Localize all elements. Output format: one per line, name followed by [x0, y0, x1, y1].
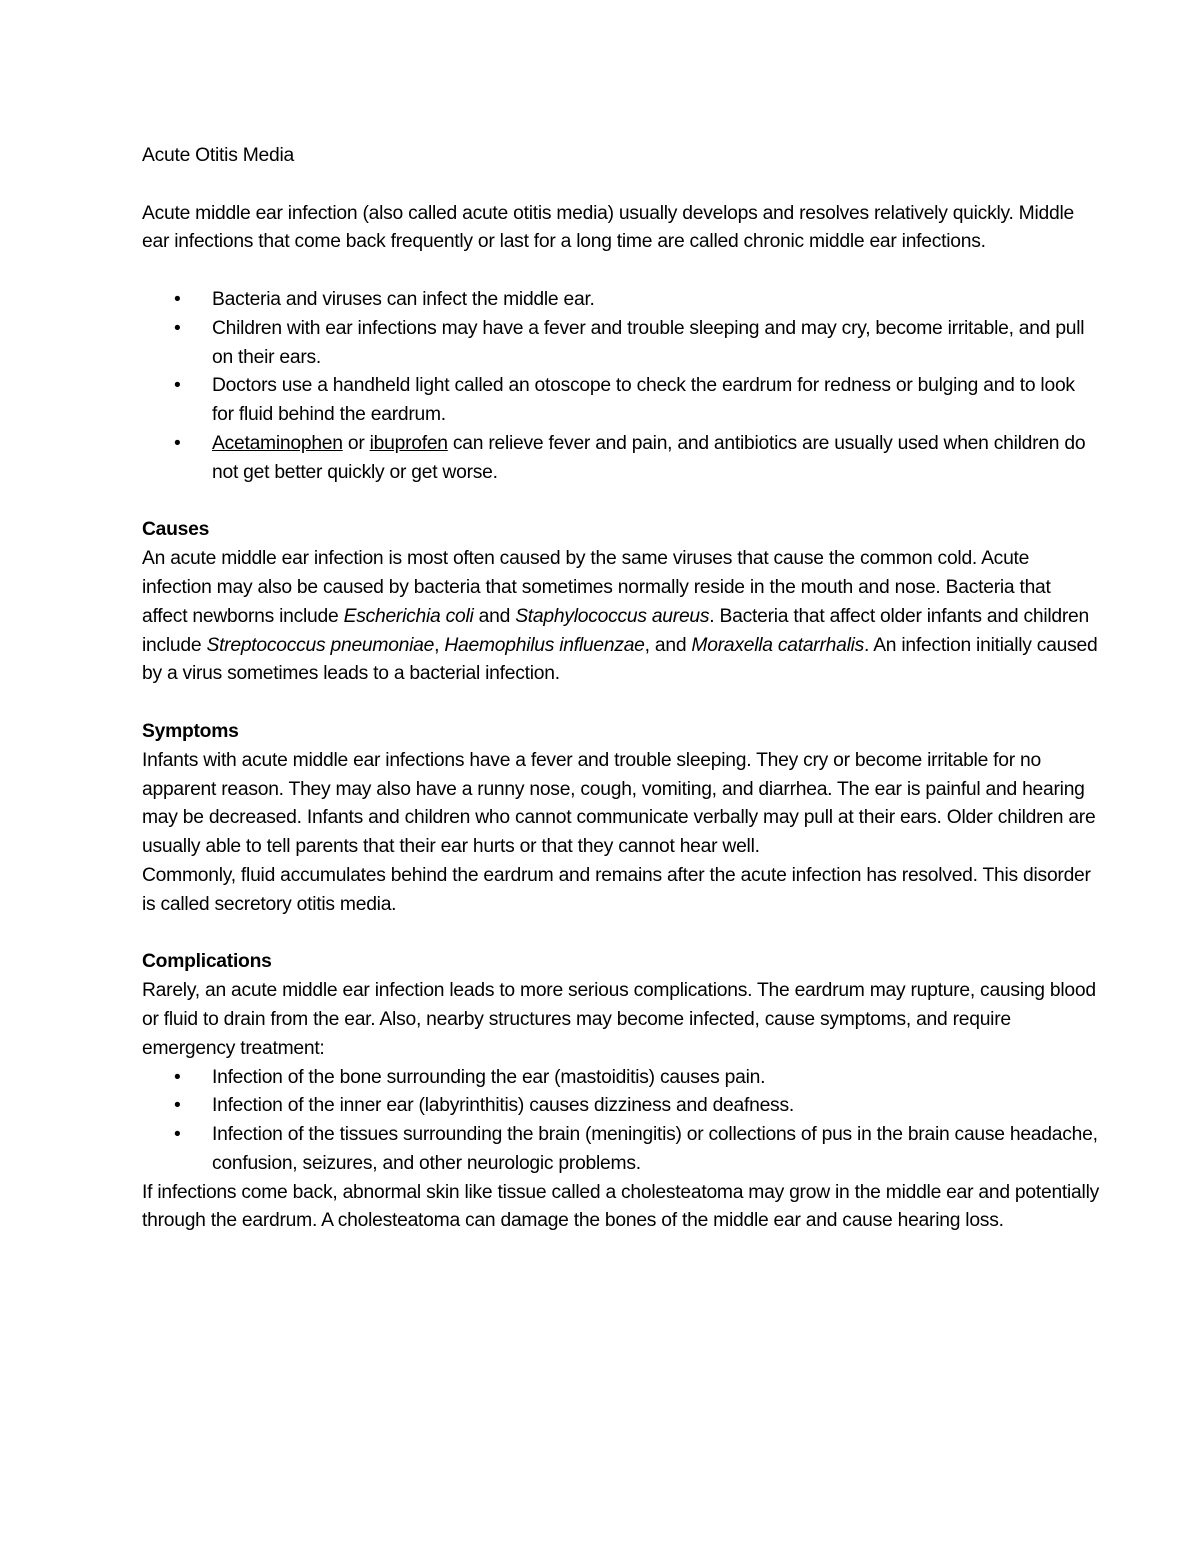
causes-text: , and — [644, 634, 692, 656]
causes-text: An acute middle ear infection is most often caused by the same viruses that cause the common cold. Acute infection may also be caused by bacteria that sometimes normally reside in the mouth and nose. Bacteria that affect newborns include — [142, 548, 1051, 627]
complications-paragraph: If infections come back, abnormal skin like tissue called a cholesteatoma may grow in the middle ear and potentially through the eardrum. A cholesteatoma can damage the bones of the middle ear and cause hearing loss. — [142, 1181, 1099, 1232]
complication-item: • Infection of the tissues surrounding the brain (meningitis) or collections of pus in the brain cause headache, confusion, seizures, and other neurologic problems. — [142, 1121, 1100, 1179]
symptoms-paragraph: Commonly, fluid accumulates behind the eardrum and remains after the acute infection has resolved. This disorder is called secretory otitis media. — [142, 864, 1091, 915]
bullet-text: can relieve fever and pain, and antibiotics are usually used when children do not get better quickly or get worse. — [212, 432, 1086, 483]
symptoms-heading: Symptoms — [142, 720, 239, 742]
complication-item: • Infection of the inner ear (labyrinthitis) causes dizziness and deafness. — [142, 1092, 1100, 1121]
causes-text: . An infection initially caused by a virus sometimes leads to a bacterial infection. — [142, 634, 1098, 685]
bacteria-name: Haemophilus influenzae — [444, 634, 645, 656]
spacer — [142, 488, 1100, 517]
summary-bullet: • Children with ear infections may have a fever and trouble sleeping and may cry, become irritable, and pull on their ears. — [142, 315, 1100, 373]
spacer — [142, 171, 1100, 200]
ibuprofen-link[interactable]: ibuprofen — [369, 432, 448, 454]
summary-bullet — [142, 430, 1100, 488]
spacer — [142, 920, 1100, 949]
bacteria-name: Staphylococcus aureus — [515, 605, 710, 627]
complications-heading: Complications — [142, 951, 272, 973]
acetaminophen-link[interactable]: Acetaminophen — [212, 432, 343, 454]
bacteria-name: Streptococcus pneumoniae — [206, 634, 435, 656]
complications-paragraph: Rarely, an acute middle ear infection leads to more serious complications. The eardrum may rupture, causing blood or fluid to drain from the ear. Also, nearby structures may become infected, cause symptoms, and require emergency treatment: — [142, 980, 1096, 1059]
causes-text: and — [473, 605, 516, 627]
summary-bullet: • Bacteria and viruses can infect the middle ear. — [142, 286, 1100, 315]
spacer — [142, 257, 1100, 286]
intro-paragraph: Acute middle ear infection (also called acute otitis media) usually develops and resolves relatively quickly. Middle ear infections that come back frequently or last for a long time are called chronic middle ear infections. — [142, 202, 1074, 253]
bacteria-name: Escherichia coli — [343, 605, 474, 627]
complication-item: • Infection of the bone surrounding the ear (mastoiditis) causes pain. — [142, 1064, 1100, 1093]
bacteria-name: Moraxella catarrhalis — [691, 634, 865, 656]
bullet-text: or — [342, 432, 370, 454]
causes-paragraph — [142, 545, 1100, 689]
document-title: Acute Otitis Media — [142, 145, 294, 166]
summary-bullet: • Doctors use a handheld light called an otoscope to check the eardrum for redness or bulging and to look for fluid behind the eardrum. — [142, 372, 1100, 430]
symptoms-paragraph: Infants with acute middle ear infections have a fever and trouble sleeping. They cry or become irritable for no apparent reason. They may also have a runny nose, cough, vomiting, and diarrhea. The ear is painful and hearing may be decreased. Infants and children who cannot communicate verbally may pull at their ears. Older children are usually able to tell parents that their ear hurts or that they cannot hear well. — [142, 749, 1096, 858]
summary-bullet-list — [142, 286, 1100, 488]
causes-heading: Causes — [142, 519, 210, 541]
causes-text: . Bacteria that affect older infants and children include — [142, 605, 1089, 656]
causes-text: , — [434, 634, 445, 656]
complications-bullet-list — [142, 1064, 1100, 1179]
spacer — [142, 689, 1100, 718]
